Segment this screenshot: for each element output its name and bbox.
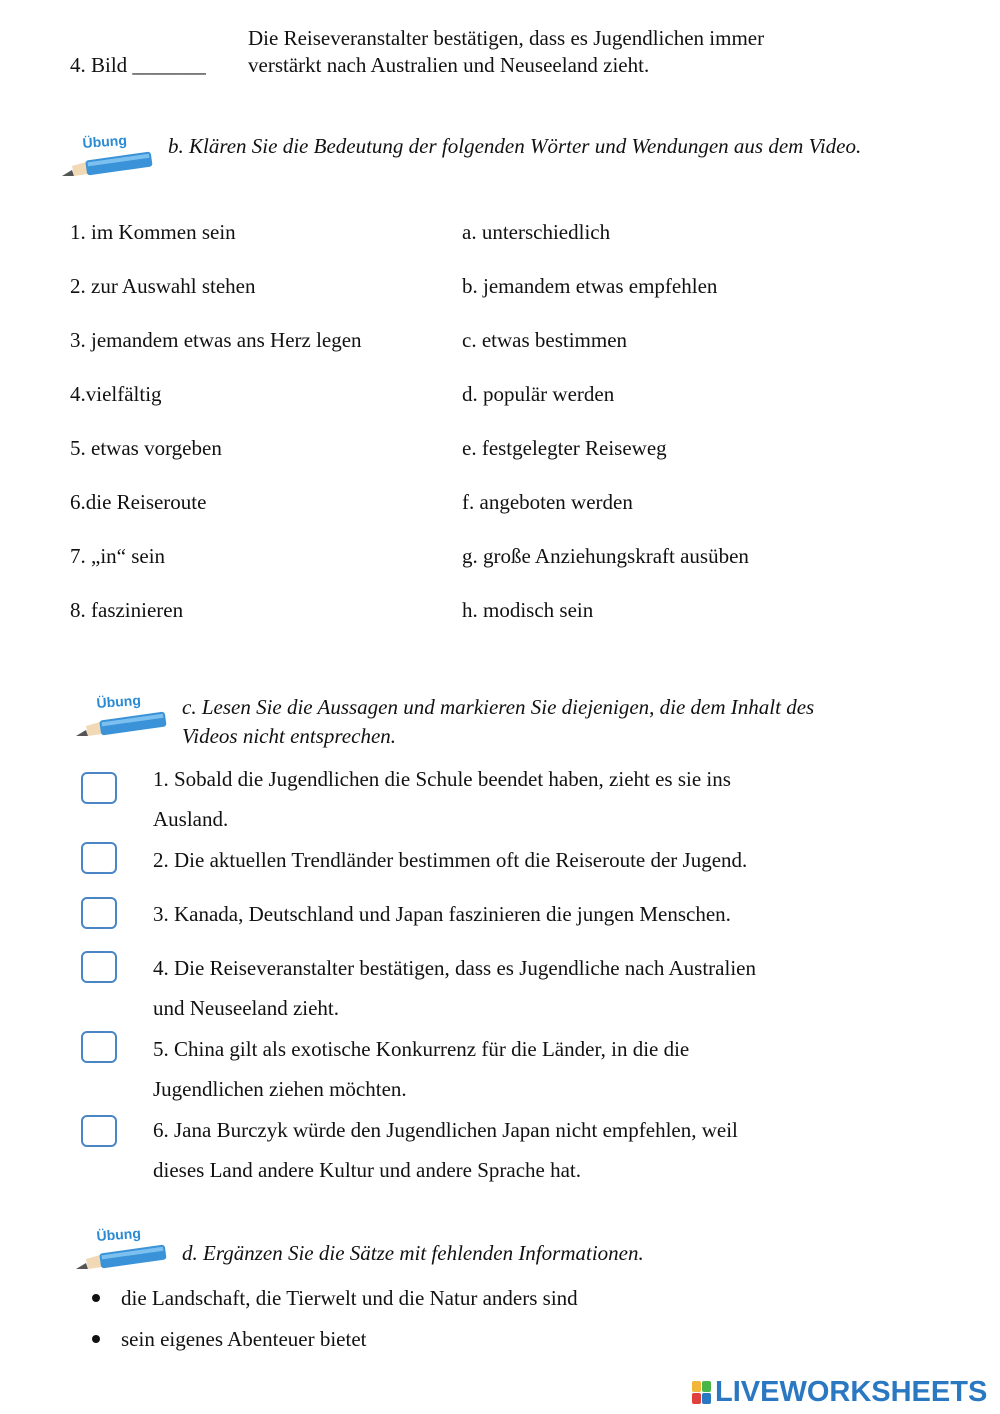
statement-text: 2. Die aktuellen Trendländer bestimmen oft die Reiseroute der Jugend. [153, 848, 748, 872]
statement-checkbox[interactable] [81, 842, 117, 874]
statement-text: 4. Die Reiseveranstalter bestätigen, dass es Jugendliche nach Australien [153, 956, 756, 980]
meaning-item: h. modisch sein [462, 598, 594, 622]
exercise-badge-label: Übung [82, 131, 128, 151]
term-item: 2. zur Auswahl stehen [70, 274, 256, 298]
bullet-text: die Landschaft, die Tierwelt und die Natur anders sind [121, 1286, 578, 1310]
statement-text: 5. China gilt als exotische Konkurrenz für die Länder, in die die [153, 1037, 690, 1061]
bullet-text: sein eigenes Abenteuer bietet [121, 1327, 367, 1351]
statement-text: Jugendlichen ziehen möchten. [153, 1077, 407, 1101]
liveworksheets-logo[interactable] [692, 1376, 987, 1408]
meaning-item: a. unterschiedlich [462, 220, 611, 244]
exercise-pencil-icon [76, 1224, 176, 1273]
instruction-d: d. Ergänzen Sie die Sätze mit fehlenden Informationen. [182, 1241, 644, 1265]
statement-line: Die Reiseveranstalter bestätigen, dass es Jugendlichen immer [248, 26, 765, 50]
term-item: 8. faszinieren [70, 598, 184, 622]
meaning-item: f. angeboten werden [462, 490, 633, 514]
statement-checkbox[interactable] [81, 1115, 117, 1147]
meaning-item: g. große Anziehungskraft ausüben [462, 544, 749, 568]
bullet-dot [92, 1294, 100, 1302]
term-item: 1. im Kommen sein [70, 220, 236, 244]
meaning-item: c. etwas bestimmen [462, 328, 628, 352]
statement-checkbox[interactable] [81, 897, 117, 929]
statement-line: verstärkt nach Australien und Neuseeland zieht. [248, 53, 650, 77]
exercise-badge-label: Übung [96, 1224, 142, 1244]
exercise-badge-label: Übung [96, 691, 142, 711]
statement-text: Ausland. [153, 807, 229, 831]
statement-checkbox[interactable] [81, 772, 117, 804]
logo-text: LIVEWORKSHEETS [715, 1376, 988, 1408]
meaning-item: b. jemandem etwas empfehlen [462, 274, 718, 298]
statement-checkbox[interactable] [81, 951, 117, 983]
meaning-item: d. populär werden [462, 382, 615, 406]
term-item: 6.die Reiseroute [70, 490, 207, 514]
instruction-b: b. Klären Sie die Bedeutung der folgenden Wörter und Wendungen aus dem Video. [168, 134, 862, 158]
statement-text: und Neuseeland zieht. [153, 996, 340, 1020]
statement-text: 1. Sobald die Jugendlichen die Schule beendet haben, zieht es sie ins [153, 767, 731, 791]
exercise-pencil-icon [76, 691, 176, 740]
logo-mark-icon [692, 1380, 712, 1404]
term-item: 3. jemandem etwas ans Herz legen [70, 328, 362, 352]
term-item: 4.vielfältig [70, 382, 162, 406]
statement-text: dieses Land andere Kultur und andere Sprache hat. [153, 1158, 581, 1182]
statement-checkbox[interactable] [81, 1031, 117, 1063]
term-item: 5. etwas vorgeben [70, 436, 222, 460]
exercise-pencil-icon [62, 131, 162, 180]
statement-text: 6. Jana Burczyk würde den Jugendlichen Japan nicht empfehlen, weil [153, 1118, 738, 1142]
instruction-c-line1: c. Lesen Sie die Aussagen und markieren Sie diejenigen, die dem Inhalt des [182, 695, 815, 719]
meaning-item: e. festgelegter Reiseweg [462, 436, 667, 460]
bullet-dot [92, 1335, 100, 1343]
instruction-c-line2: Videos nicht entsprechen. [182, 724, 397, 748]
term-item: 7. „in“ sein [70, 544, 166, 568]
image-number-blank: 4. Bild _______ [70, 53, 206, 77]
statement-text: 3. Kanada, Deutschland und Japan faszinieren die jungen Menschen. [153, 902, 731, 926]
